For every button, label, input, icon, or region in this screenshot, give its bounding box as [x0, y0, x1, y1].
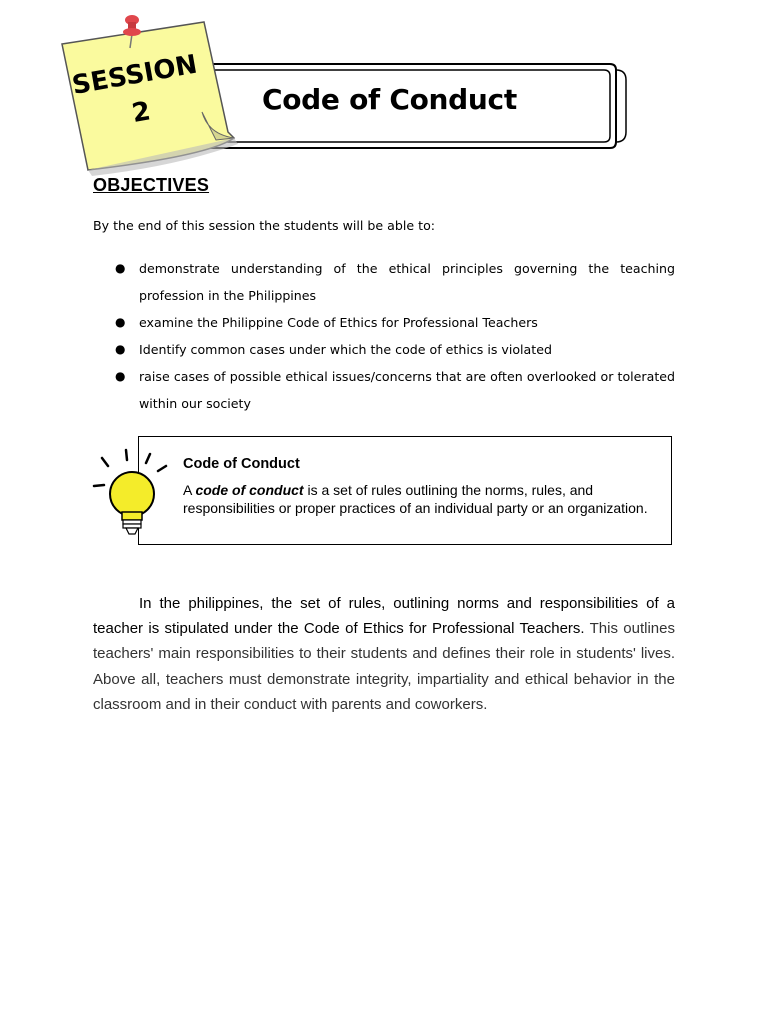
page-title: Code of Conduct [262, 83, 517, 116]
lightbulb-icon [88, 446, 170, 538]
bullet-icon: ● [115, 369, 126, 383]
list-item: ● examine the Philippine Code of Ethics for Professional Teachers [93, 309, 675, 336]
session-word: SESSION [69, 49, 200, 102]
body-paragraph: In the philippines, the set of rules, outlining norms and responsibilities of a teacher is stipulated under the Code of Ethics for Professional Teachers. This outlines teachers' main responsibilities to their students and defines their role in students' lives. Above all, teachers must demonstrate integrity, impartiality and ethical behavior in the classroom and in their conduct with parents and coworkers. [93, 595, 675, 713]
objectives-heading: OBJECTIVES [93, 175, 210, 195]
definition-term: code of conduct [195, 482, 304, 498]
definition-text: A code of conduct is a set of rules outlining the norms, rules, and responsibilities or proper practices of an individual party or an organization. [183, 482, 648, 516]
list-item: ● raise cases of possible ethical issues/concerns that are often overlooked or tolerated within our society [93, 363, 675, 417]
bullet-icon: ● [115, 315, 126, 329]
bullet-icon: ● [115, 342, 126, 356]
list-item: ● demonstrate understanding of the ethical principles governing the teaching profession in the Philippines [93, 255, 675, 309]
list-item: ● Identify common cases under which the code of ethics is violated [93, 336, 675, 363]
definition-title: Code of Conduct [183, 456, 300, 472]
pushpin-icon [118, 14, 146, 50]
bullet-icon: ● [115, 261, 126, 275]
objectives-list [93, 255, 675, 417]
objectives-intro: By the end of this session the students will be able to: [93, 218, 436, 233]
session-number: 2 [129, 96, 153, 130]
